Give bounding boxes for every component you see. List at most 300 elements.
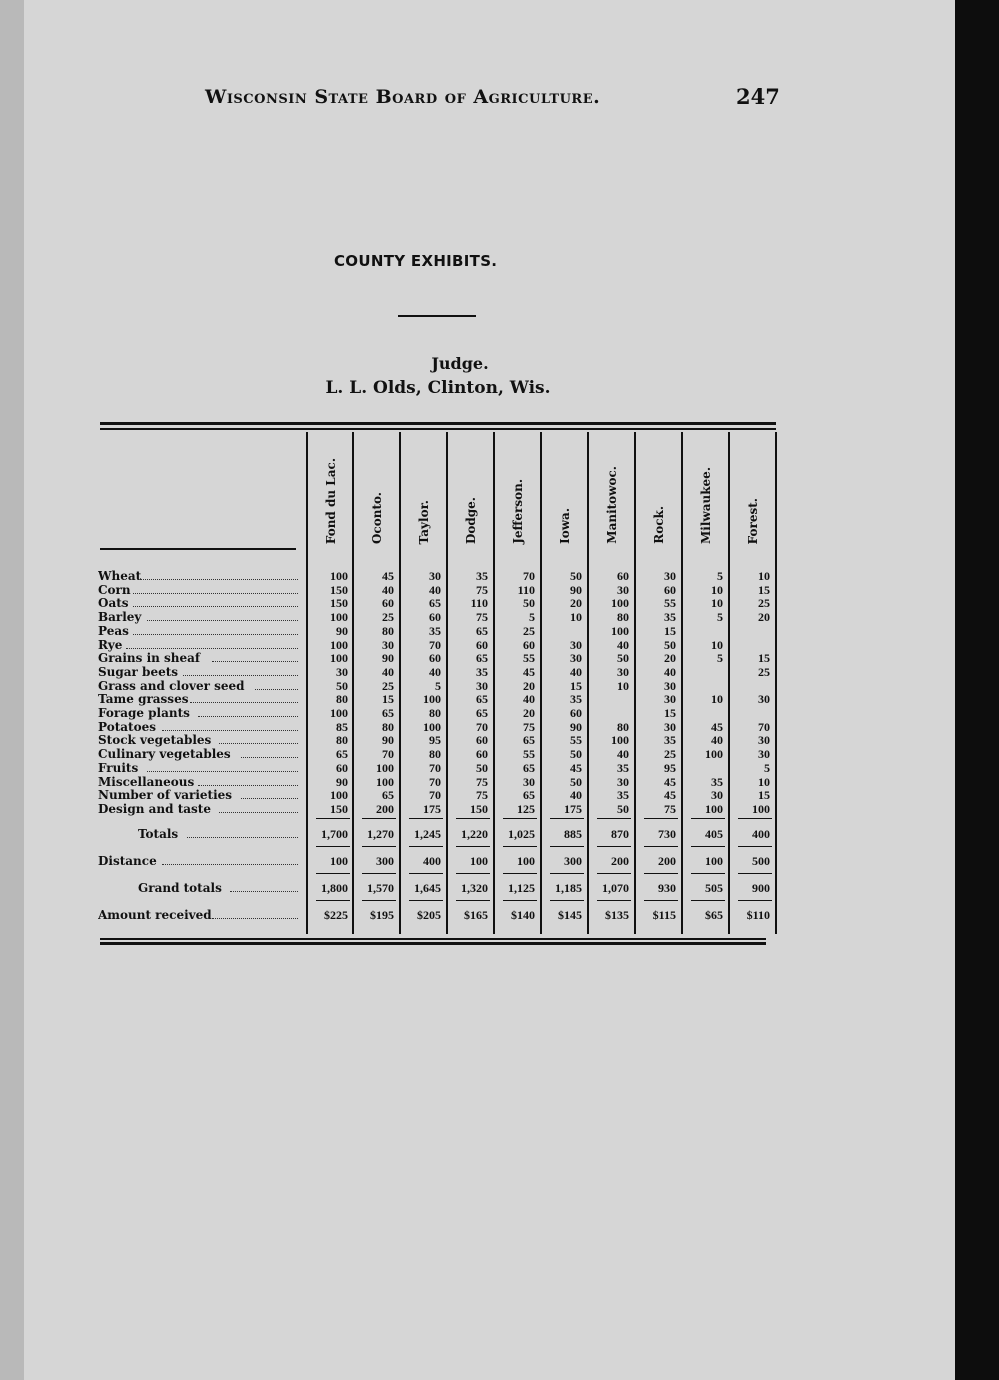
table-cell: 50: [570, 774, 582, 789]
table-cell: 100: [423, 692, 441, 707]
grand-rule: [550, 900, 584, 901]
table-cell: 65: [523, 733, 535, 748]
table-cell: 85: [336, 719, 348, 734]
totals-rule: [316, 846, 350, 847]
table-cell: 100: [611, 733, 629, 748]
subtotal-rule: [644, 818, 678, 819]
totals-rule: [362, 846, 396, 847]
table-cell: 110: [470, 596, 488, 611]
table-cell: 1,645: [414, 881, 441, 895]
table-cell: 35: [617, 760, 629, 775]
table-cell: 30: [664, 692, 676, 707]
row-label: Number of varieties: [98, 788, 233, 803]
table-cell: 80: [382, 623, 394, 638]
table-cell: 65: [382, 788, 394, 803]
table-cell: 70: [429, 760, 441, 775]
column-header-label: Milwaukee.: [699, 467, 713, 544]
table-cell: 20: [523, 706, 535, 720]
table-cell: 930: [658, 881, 676, 895]
table-cell: 870: [611, 827, 629, 841]
table-cell: 30: [617, 774, 629, 789]
table-cell: 30: [429, 569, 441, 583]
table-cell: $225: [324, 908, 348, 922]
table-cell: $110: [746, 908, 770, 922]
table-cell: 150: [330, 582, 348, 597]
stub-header-rule: [100, 548, 296, 550]
table-cell: 80: [336, 733, 348, 748]
column-header: [645, 432, 673, 544]
subtotal-rule: [503, 818, 537, 819]
row-label: Design and taste: [98, 801, 211, 816]
column-rule-last: [775, 432, 777, 934]
page-left-edge: [0, 0, 24, 1380]
table-cell: 60: [382, 596, 394, 611]
judge-label: Judge.: [431, 354, 489, 373]
grand-rule: [738, 900, 772, 901]
table-cell: 80: [382, 719, 394, 734]
table-cell: 5: [529, 610, 535, 625]
table-cell: 100: [517, 854, 535, 868]
table-cell: 100: [611, 623, 629, 638]
table-cell: 30: [476, 678, 488, 693]
totals-rule: [738, 846, 772, 847]
column-header: [410, 432, 438, 544]
table-cell: 30: [758, 747, 770, 762]
column-header: [317, 432, 345, 544]
row-label: Wheat: [98, 569, 142, 583]
table-cell: 100: [330, 788, 348, 803]
table-cell: 45: [664, 774, 676, 789]
subtotal-rule: [362, 818, 396, 819]
table-cell: 5: [435, 678, 441, 693]
separator-rule: [398, 315, 476, 317]
table-cell: 65: [523, 788, 535, 803]
scan-dark-border: [955, 0, 999, 1380]
distance-rule: [456, 873, 490, 874]
table-top-rule-inner: [100, 428, 776, 430]
table-cell: 25: [758, 596, 770, 611]
table-cell: 40: [664, 664, 676, 679]
table-cell: 35: [570, 692, 582, 707]
table-cell: 65: [476, 706, 488, 720]
table-cell: $115: [652, 908, 676, 922]
grand-rule: [644, 900, 678, 901]
table-cell: 25: [664, 747, 676, 762]
table-cell: 100: [330, 854, 348, 868]
table-cell: 40: [382, 664, 394, 679]
table-cell: 1,270: [367, 827, 394, 841]
table-cell: 35: [664, 610, 676, 625]
totals-rule: [597, 846, 631, 847]
dot-leader: [198, 785, 298, 786]
table-cell: 75: [523, 719, 535, 734]
table-cell: 400: [423, 854, 441, 868]
row-label: Amount received: [98, 908, 212, 922]
distance-rule: [550, 873, 584, 874]
table-cell: 55: [664, 596, 676, 611]
table-cell: 25: [523, 623, 535, 638]
table-cell: 90: [382, 733, 394, 748]
table-cell: 100: [330, 610, 348, 625]
table-cell: 40: [429, 582, 441, 597]
table-cell: 90: [570, 582, 582, 597]
dot-leader: [219, 812, 298, 813]
distance-rule: [409, 873, 443, 874]
table-cell: 110: [517, 582, 535, 597]
table-cell: 45: [664, 788, 676, 803]
table-cell: 15: [570, 678, 582, 693]
row-label: Grass and clover seed: [98, 678, 245, 693]
table-cell: 10: [711, 596, 723, 611]
distance-rule: [644, 873, 678, 874]
table-top-rule: [100, 422, 776, 425]
table-cell: 55: [523, 651, 535, 666]
table-cell: 50: [617, 651, 629, 666]
table-cell: 100: [376, 760, 394, 775]
table-cell: 1,025: [508, 827, 535, 841]
row-label: Sugar beets: [98, 664, 179, 679]
section-title: COUNTY EXHIBITS.: [334, 252, 498, 270]
table-cell: 75: [664, 801, 676, 816]
table-cell: 60: [617, 569, 629, 583]
column-header-label: Dodge.: [464, 496, 478, 544]
table-cell: 50: [476, 760, 488, 775]
dot-leader: [219, 743, 298, 744]
table-cell: 500: [752, 854, 770, 868]
table-cell: 400: [752, 827, 770, 841]
table-cell: 40: [570, 664, 582, 679]
table-cell: 30: [711, 788, 723, 803]
table-cell: 45: [711, 719, 723, 734]
dot-leader: [147, 620, 298, 621]
table-cell: 65: [476, 692, 488, 707]
table-cell: 60: [429, 651, 441, 666]
table-cell: 30: [664, 678, 676, 693]
table-cell: 90: [382, 651, 394, 666]
table-cell: 65: [523, 760, 535, 775]
table-cell: 45: [570, 760, 582, 775]
table-cell: 30: [570, 651, 582, 666]
table-cell: 65: [429, 596, 441, 611]
table-cell: 30: [664, 569, 676, 583]
row-label: Culinary vegetables: [98, 747, 231, 762]
row-label: Stock vegetables: [98, 733, 212, 748]
table-cell: 35: [429, 623, 441, 638]
row-label: Miscellaneous: [98, 774, 195, 789]
table-cell: 20: [523, 678, 535, 693]
table-cell: 100: [705, 801, 723, 816]
distance-rule: [362, 873, 396, 874]
table-cell: 40: [617, 637, 629, 652]
table-cell: 5: [717, 569, 723, 583]
table-cell: 70: [429, 788, 441, 803]
table-cell: 30: [382, 637, 394, 652]
table-cell: 80: [429, 706, 441, 720]
table-cell: $145: [558, 908, 582, 922]
table-cell: 1,070: [602, 881, 629, 895]
dot-leader: [140, 579, 298, 580]
table-cell: 150: [330, 596, 348, 611]
row-label: Grand totals: [138, 881, 222, 895]
subtotal-rule: [456, 818, 490, 819]
table-cell: 150: [330, 801, 348, 816]
table-cell: 885: [564, 827, 582, 841]
table-cell: 100: [705, 854, 723, 868]
table-cell: 70: [476, 719, 488, 734]
table-bottom-rule: [100, 938, 766, 940]
column-header: [692, 432, 720, 544]
table-cell: 1,245: [414, 827, 441, 841]
table-cell: 45: [382, 569, 394, 583]
grand-rule: [503, 900, 537, 901]
totals-rule: [503, 846, 537, 847]
row-label: Fruits: [98, 760, 139, 775]
column-header: [504, 432, 532, 544]
table-cell: 50: [570, 747, 582, 762]
column-header-label: Iowa.: [558, 508, 572, 544]
table-cell: 45: [523, 664, 535, 679]
table-cell: 60: [664, 582, 676, 597]
column-header-label: Jefferson.: [511, 479, 525, 544]
table-cell: 30: [617, 664, 629, 679]
distance-rule: [503, 873, 537, 874]
table-cell: 60: [476, 733, 488, 748]
table-cell: $165: [464, 908, 488, 922]
dot-leader: [133, 634, 298, 635]
subtotal-rule: [691, 818, 725, 819]
table-cell: 15: [664, 706, 676, 720]
row-label: Oats: [98, 596, 129, 611]
grand-rule: [362, 900, 396, 901]
table-cell: 100: [330, 706, 348, 720]
subtotal-rule: [550, 818, 584, 819]
table-cell: 75: [476, 788, 488, 803]
table-cell: 505: [705, 881, 723, 895]
subtotal-rule: [597, 818, 631, 819]
table-cell: 35: [664, 733, 676, 748]
table-cell: 100: [423, 719, 441, 734]
table-cell: 75: [476, 774, 488, 789]
dot-leader: [212, 661, 298, 662]
table-cell: 900: [752, 881, 770, 895]
table-cell: 65: [476, 651, 488, 666]
column-header: [739, 432, 767, 544]
table-cell: 70: [382, 747, 394, 762]
table-cell: 30: [617, 582, 629, 597]
table-cell: 75: [476, 582, 488, 597]
table-cell: 65: [476, 623, 488, 638]
table-cell: 40: [570, 788, 582, 803]
row-label: Totals: [138, 827, 179, 841]
dot-leader: [147, 771, 298, 772]
dot-leader: [133, 593, 298, 594]
row-label: Corn: [98, 582, 131, 597]
dot-leader: [198, 716, 298, 717]
subtotal-rule: [738, 818, 772, 819]
row-label: Forage plants: [98, 706, 190, 720]
table-cell: 20: [758, 610, 770, 625]
grand-rule: [409, 900, 443, 901]
table-cell: 200: [611, 854, 629, 868]
table-cell: 30: [758, 692, 770, 707]
county-exhibits-table: [98, 422, 778, 947]
table-cell: 125: [517, 801, 535, 816]
table-cell: 40: [617, 747, 629, 762]
table-cell: 40: [429, 664, 441, 679]
table-cell: 60: [336, 760, 348, 775]
table-cell: 100: [611, 596, 629, 611]
dot-leader: [255, 689, 298, 690]
table-cell: 5: [717, 651, 723, 666]
table-cell: $135: [605, 908, 629, 922]
table-cell: 100: [752, 801, 770, 816]
row-label: Grains in sheaf: [98, 651, 201, 666]
table-cell: 40: [523, 692, 535, 707]
table-cell: 25: [382, 678, 394, 693]
table-cell: 300: [564, 854, 582, 868]
totals-rule: [691, 846, 725, 847]
column-header-label: Manitowoc.: [605, 466, 619, 544]
table-cell: 50: [617, 801, 629, 816]
table-cell: 30: [336, 664, 348, 679]
table-cell: 10: [758, 774, 770, 789]
table-cell: 10: [711, 692, 723, 707]
table-cell: 100: [705, 747, 723, 762]
table-cell: 70: [429, 637, 441, 652]
table-cell: 95: [429, 733, 441, 748]
table-cell: 100: [330, 651, 348, 666]
table-cell: 70: [758, 719, 770, 734]
column-header: [551, 432, 579, 544]
row-label: Potatoes: [98, 719, 156, 734]
table-bottom-rule-outer: [100, 942, 766, 945]
table-cell: 10: [758, 569, 770, 583]
column-header-label: Taylor.: [417, 499, 431, 544]
table-cell: 65: [382, 706, 394, 720]
table-cell: $195: [370, 908, 394, 922]
table-cell: 10: [711, 582, 723, 597]
table-cell: 1,320: [461, 881, 488, 895]
table-cell: 75: [476, 610, 488, 625]
table-cell: 175: [564, 801, 582, 816]
dot-leader: [133, 606, 298, 607]
table-cell: 10: [570, 610, 582, 625]
table-cell: 10: [711, 637, 723, 652]
totals-rule: [550, 846, 584, 847]
column-header: [363, 432, 391, 544]
table-cell: 50: [336, 678, 348, 693]
table-cell: 15: [758, 582, 770, 597]
dot-leader: [212, 918, 298, 919]
dot-leader: [162, 864, 298, 865]
table-cell: 30: [758, 733, 770, 748]
table-cell: 50: [523, 596, 535, 611]
table-cell: 20: [664, 651, 676, 666]
table-cell: 100: [330, 637, 348, 652]
dot-leader: [126, 648, 298, 649]
table-cell: 70: [429, 774, 441, 789]
table-cell: 100: [376, 774, 394, 789]
table-cell: 15: [758, 651, 770, 666]
distance-rule: [738, 873, 772, 874]
grand-rule: [316, 900, 350, 901]
table-cell: 90: [570, 719, 582, 734]
table-cell: 100: [470, 854, 488, 868]
table-cell: 95: [664, 760, 676, 775]
table-cell: 30: [664, 719, 676, 734]
totals-rule: [409, 846, 443, 847]
grand-rule: [597, 900, 631, 901]
table-cell: 200: [658, 854, 676, 868]
table-cell: 35: [476, 664, 488, 679]
table-cell: 90: [336, 774, 348, 789]
table-cell: 80: [336, 692, 348, 707]
table-cell: 50: [664, 637, 676, 652]
table-cell: 200: [376, 801, 394, 816]
table-cell: 15: [758, 788, 770, 803]
dot-leader: [162, 730, 298, 731]
row-label: Peas: [98, 623, 129, 638]
table-cell: $140: [511, 908, 535, 922]
table-cell: 30: [570, 637, 582, 652]
table-cell: 40: [382, 582, 394, 597]
table-cell: 80: [617, 719, 629, 734]
table-cell: 150: [470, 801, 488, 816]
dot-leader: [241, 798, 298, 799]
table-cell: 20: [570, 596, 582, 611]
table-cell: 25: [758, 664, 770, 679]
table-cell: 1,220: [461, 827, 488, 841]
table-cell: 35: [476, 569, 488, 583]
table-cell: 60: [523, 637, 535, 652]
table-cell: $65: [705, 908, 723, 922]
table-cell: 30: [523, 774, 535, 789]
dot-leader: [230, 891, 298, 892]
table-cell: 60: [429, 610, 441, 625]
table-cell: 60: [570, 706, 582, 720]
grand-rule: [691, 900, 725, 901]
table-cell: 55: [570, 733, 582, 748]
table-cell: 1,185: [555, 881, 582, 895]
row-label: Barley: [98, 610, 142, 625]
table-cell: 15: [664, 623, 676, 638]
dot-leader: [190, 702, 298, 703]
totals-rule: [644, 846, 678, 847]
table-cell: $205: [417, 908, 441, 922]
column-header-label: Fond du Lac.: [324, 457, 338, 544]
table-cell: 35: [617, 788, 629, 803]
totals-rule: [456, 846, 490, 847]
table-cell: 80: [617, 610, 629, 625]
table-cell: 65: [336, 747, 348, 762]
table-cell: 1,700: [321, 827, 348, 841]
table-cell: 1,570: [367, 881, 394, 895]
table-cell: 60: [476, 747, 488, 762]
column-header-label: Rock.: [652, 506, 666, 544]
table-cell: 25: [382, 610, 394, 625]
table-cell: 1,800: [321, 881, 348, 895]
column-header: [598, 432, 626, 544]
dot-leader: [183, 675, 298, 676]
distance-rule: [691, 873, 725, 874]
column-header-label: Oconto.: [370, 491, 384, 544]
subtotal-rule: [316, 818, 350, 819]
table-cell: 60: [476, 637, 488, 652]
row-label: Tame grasses: [98, 692, 189, 707]
table-cell: 90: [336, 623, 348, 638]
table-cell: 5: [764, 760, 770, 775]
table-cell: 50: [570, 569, 582, 583]
